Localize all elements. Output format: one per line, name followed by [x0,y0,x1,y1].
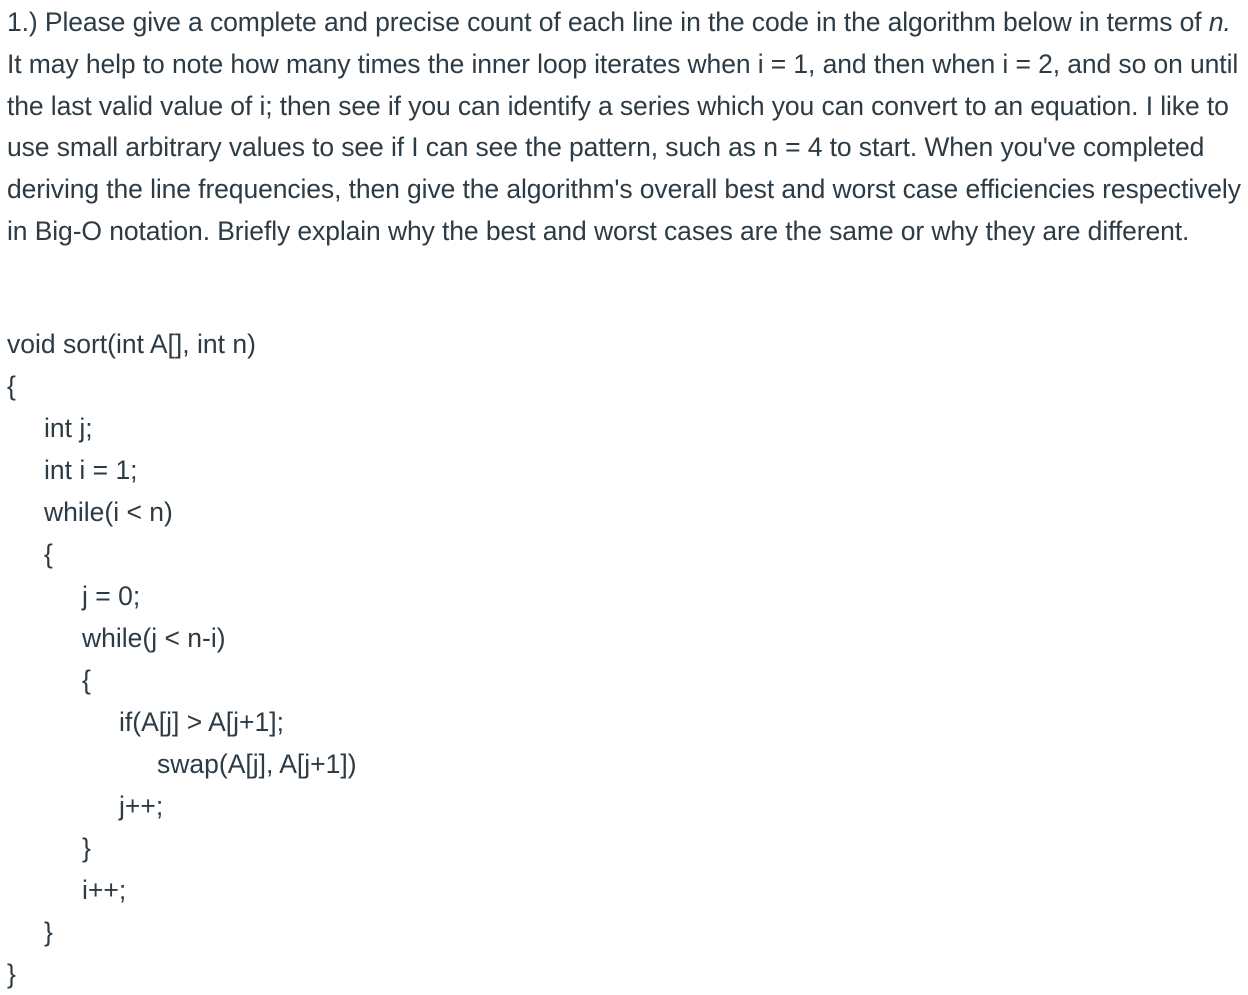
code-line-outer-open-brace: { [44,539,53,569]
question-suffix: It may help to note how many times the inner loop iterates when i = 1, and then when i = 2, and so on until the last valid value of i; then see if you can identify a series which you can convert to an equation. I like to use small arbitrary values to see if I can see the pattern, such as n = 4 to start. When you've completed deriving the line frequencies, then give the algorithm's overall best and worst case efficiencies respectively in Big-O notation. Briefly explain why the best and worst cases are the same or why they are different. [7,48,1241,246]
code-line-init-i: int i = 1; [44,455,138,485]
code-line-if-compare: if(A[j] > A[j+1]; [119,707,284,737]
code-line-signature: void sort(int A[], int n) [7,329,256,359]
code-line-increment-i: i++; [82,875,127,905]
question-text [7,0,1243,253]
code-line-open-brace: { [7,371,16,401]
code-line-increment-j: j++; [119,791,164,821]
code-line-swap: swap(A[j], A[j+1]) [157,749,357,779]
question-variable-n: n. [1208,7,1231,37]
code-line-declare-j: int j; [44,413,93,443]
question-prefix: 1.) Please give a complete and precise count of each line in the code in the algorithm below in terms of [7,7,1209,37]
code-line-inner-close-brace: } [82,833,91,863]
code-line-outer-close-brace: } [44,917,53,947]
code-line-outer-while: while(i < n) [44,497,173,527]
code-line-close-brace: } [7,959,16,989]
code-line-reset-j: j = 0; [82,581,141,611]
code-line-inner-open-brace: { [82,665,91,695]
code-line-inner-while: while(j < n-i) [82,623,226,653]
